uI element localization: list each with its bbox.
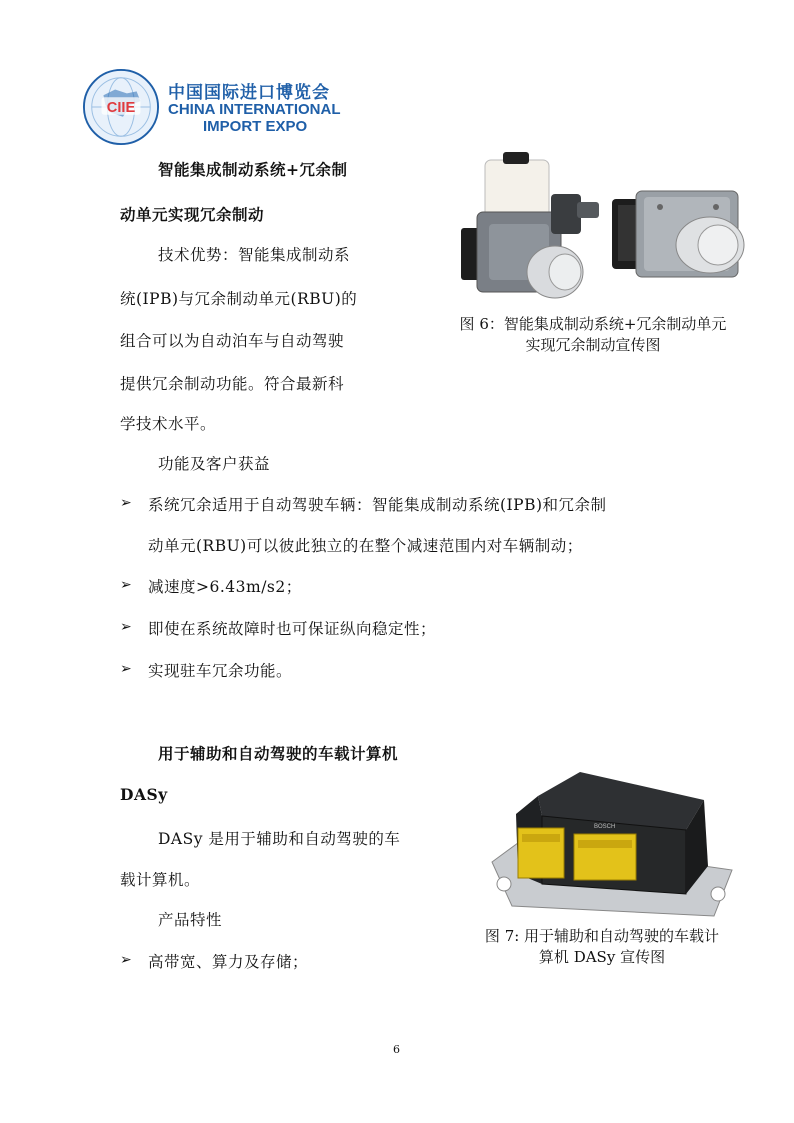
product-name: DASy bbox=[120, 785, 168, 804]
svg-text:BOSCH: BOSCH bbox=[594, 824, 616, 830]
features-label: 产品特性 bbox=[158, 911, 223, 929]
bullet-arrow-icon: ➢ bbox=[120, 952, 132, 968]
section1-intro-line: 组合可以为自动泊车与自动驾驶 bbox=[120, 332, 345, 350]
bullet-arrow-icon: ➢ bbox=[120, 577, 132, 593]
figure6-caption-line2: 实现冗余制动宣传图 bbox=[525, 336, 661, 354]
section1-heading-line1: 智能集成制动系统+冗余制 bbox=[158, 160, 348, 179]
section2-desc-line2: 载计算机。 bbox=[120, 871, 201, 889]
section1-intro-line: 学技术水平。 bbox=[120, 415, 217, 433]
logo-english-name-line2: IMPORT EXPO bbox=[203, 118, 308, 135]
logo-chinese-name: 中国国际进口博览会 bbox=[168, 83, 330, 103]
feature-bullet-1: 高带宽、算力及存储； bbox=[148, 953, 309, 971]
ciie-logo-globe bbox=[82, 68, 160, 146]
figure7-caption-line1: 图 7: 用于辅助和自动驾驶的车载计 bbox=[484, 927, 720, 945]
rbu-unit-image bbox=[608, 185, 758, 293]
section1-intro-line: 提供冗余制动功能。符合最新科 bbox=[120, 375, 345, 393]
benefit-bullet-1-line2: 动单元(RBU)可以彼此独立的在整个减速范围内对车辆制动； bbox=[148, 537, 583, 555]
section1-intro-line: 技术优势：智能集成制动系 bbox=[158, 246, 351, 264]
figure6-caption-line1: 图 6：智能集成制动系统+冗余制动单元 bbox=[459, 315, 727, 333]
svg-text:CIIE: CIIE bbox=[106, 99, 136, 116]
section2-heading: 用于辅助和自动驾驶的车载计算机 bbox=[158, 744, 399, 763]
ipb-unit-image bbox=[455, 150, 603, 312]
benefits-label: 功能及客户获益 bbox=[158, 455, 271, 473]
bullet-arrow-icon: ➢ bbox=[120, 495, 132, 511]
dasy-computer-image bbox=[482, 766, 742, 922]
benefit-bullet-1-line1: 系统冗余适用于自动驾驶车辆：智能集成制动系统(IPB)和冗余制 bbox=[148, 496, 607, 514]
benefit-bullet-3: 即使在系统故障时也可保证纵向稳定性； bbox=[148, 620, 437, 638]
section1-intro-line: 统(IPB)与冗余制动单元(RBU)的 bbox=[120, 290, 358, 308]
figure7-caption-line2: 算机 DASy 宣传图 bbox=[538, 948, 666, 966]
benefit-bullet-2: 减速度>6.43m/s2； bbox=[148, 578, 302, 596]
logo-english-name-line1: CHINA INTERNATIONAL bbox=[168, 101, 341, 118]
bullet-arrow-icon: ➢ bbox=[120, 619, 132, 635]
page-number: 6 bbox=[393, 1043, 400, 1056]
benefit-bullet-4: 实现驻车冗余功能。 bbox=[148, 662, 293, 680]
section1-heading-line2: 动单元实现冗余制动 bbox=[120, 205, 265, 224]
section2-desc-line1: DASy 是用于辅助和自动驾驶的车 bbox=[158, 830, 401, 848]
bullet-arrow-icon: ➢ bbox=[120, 661, 132, 677]
